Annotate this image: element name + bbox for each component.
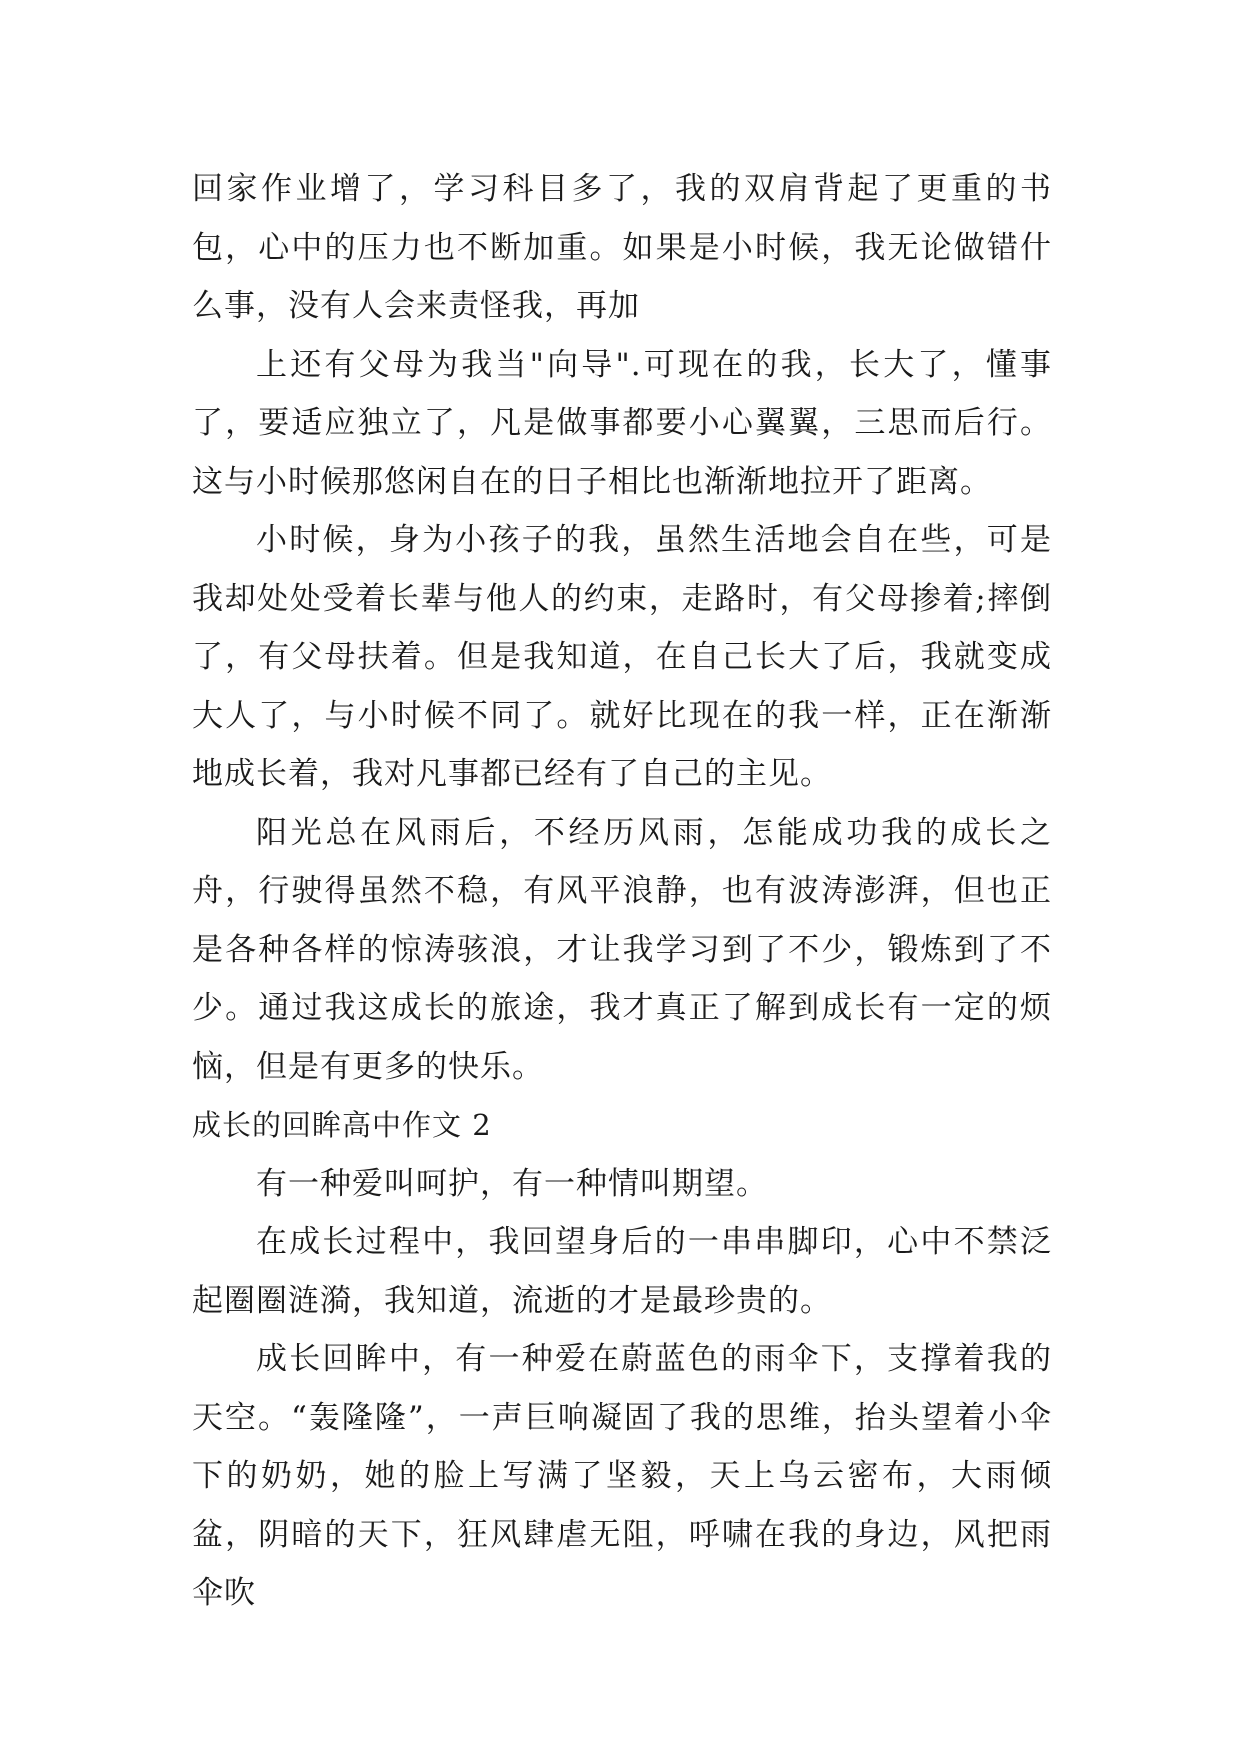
paragraph-4: 阳光总在风雨后，不经历风雨，怎能成功我的成长之舟，行驶得虽然不稳，有风平浪静，也有波涛澎湃，但也正是各种各样的惊涛骇浪，才让我学习到了不少，锻炼到了不少。通过我这成长的旅途，我才真正了解到成长有一定的烦恼，但是有更多的快乐。 <box>192 814 1052 1085</box>
paragraph-5: 有一种爱叫呵护，有一种情叫期望。 <box>256 1165 768 1202</box>
paragraph-3: 小时候，身为小孩子的我，虽然生活地会自在些，可是我却处处受着长辈与他人的约束，走路时，有父母掺着;摔倒了，有父母扶着。但是我知道，在自己长大了后，我就变成大人了，与小时候不同了。就好比现在的我一样，正在渐渐地成长着，我对凡事都已经有了自己的主见。 <box>192 522 1052 792</box>
paragraph-7: 成长回眸中，有一种爱在蔚蓝色的雨伞下，支撑着我的天空。“轰隆隆”，一声巨响凝固了我的思维，抬头望着小伞下的奶奶，她的脸上写满了坚毅，天上乌云密布，大雨倾盆，阴暗的天下，狂风肆虐无阻，呼啸在我的身边，风把雨伞吹 <box>192 1341 1052 1611</box>
section-heading: 成长的回眸高中作文 2 <box>192 1108 492 1142</box>
paragraph-1: 回家作业增了，学习科目多了，我的双肩背起了更重的书包，心中的压力也不断加重。如果是小时候，我无论做错什么事，没有人会来责怪我，再加 <box>192 171 1052 324</box>
paragraph-6: 在成长过程中，我回望身后的一串串脚印，心中不禁泛起圈圈涟漪，我知道，流逝的才是最珍贵的。 <box>192 1224 1052 1319</box>
document-page <box>192 160 1052 1623</box>
paragraph-2: 上还有父母为我当"向导".可现在的我，长大了，懂事了，要适应独立了，凡是做事都要小心翼翼，三思而后行。这与小时候那悠闲自在的日子相比也渐渐地拉开了距离。 <box>192 346 1052 500</box>
